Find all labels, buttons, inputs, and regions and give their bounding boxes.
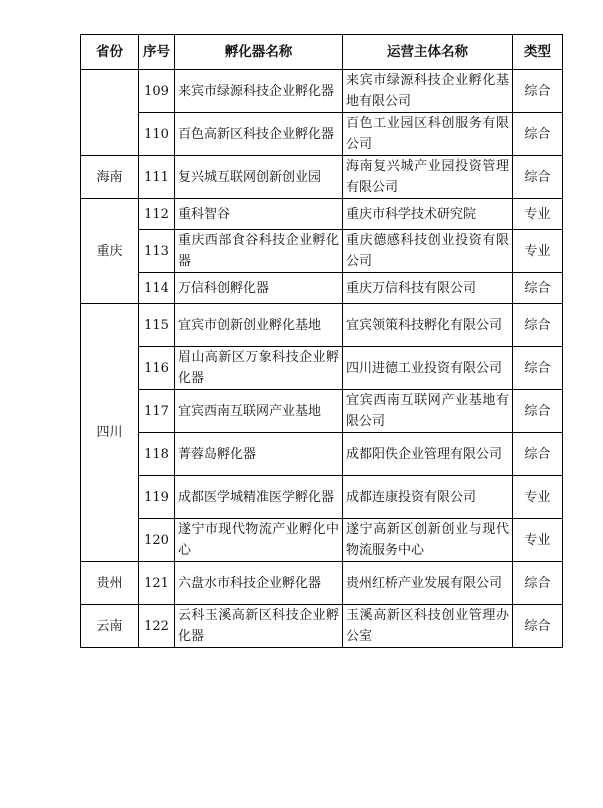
incubator-name-cell: 万信科创孵化器 (175, 273, 343, 304)
seq-cell: 115 (139, 304, 175, 347)
header-seq: 序号 (139, 35, 175, 70)
province-cell: 云南 (81, 605, 139, 648)
seq-cell: 114 (139, 273, 175, 304)
incubator-name-cell: 眉山高新区万象科技企业孵化器 (175, 347, 343, 390)
type-cell: 综合 (513, 562, 563, 605)
incubator-name-cell: 菁蓉岛孵化器 (175, 433, 343, 476)
operator-name-cell: 遂宁高新区创新创业与现代物流服务中心 (343, 519, 513, 562)
seq-cell: 113 (139, 230, 175, 273)
type-cell: 专业 (513, 519, 563, 562)
operator-name-cell: 四川进德工业投资有限公司 (343, 347, 513, 390)
province-cell: 贵州 (81, 562, 139, 605)
table-row (81, 562, 563, 605)
table-row (81, 433, 563, 476)
seq-cell: 116 (139, 347, 175, 390)
province-cell: 四川 (81, 304, 139, 562)
operator-name-cell: 宜宾西南互联网产业基地有限公司 (343, 390, 513, 433)
province-cell: 海南 (81, 156, 139, 199)
type-cell: 综合 (513, 304, 563, 347)
incubator-name-cell: 来宾市绿源科技企业孵化器 (175, 70, 343, 113)
seq-cell: 109 (139, 70, 175, 113)
province-cell (81, 70, 139, 156)
seq-cell: 121 (139, 562, 175, 605)
incubator-name-cell: 成都医学城精准医学孵化器 (175, 476, 343, 519)
header-type: 类型 (513, 35, 563, 70)
table-row (81, 476, 563, 519)
incubator-name-cell: 百色高新区科技企业孵化器 (175, 113, 343, 156)
table-row (81, 519, 563, 562)
seq-cell: 117 (139, 390, 175, 433)
operator-name-cell: 重庆万信科技有限公司 (343, 273, 513, 304)
type-cell: 综合 (513, 273, 563, 304)
table-row (81, 156, 563, 199)
type-cell: 综合 (513, 70, 563, 113)
incubator-name-cell: 遂宁市现代物流产业孵化中心 (175, 519, 343, 562)
table-header-row (81, 35, 563, 70)
header-province: 省份 (81, 35, 139, 70)
table-row (81, 113, 563, 156)
operator-name-cell: 成都阳佚企业管理有限公司 (343, 433, 513, 476)
incubator-name-cell: 六盘水市科技企业孵化器 (175, 562, 343, 605)
table-row (81, 347, 563, 390)
header-operator-name: 运营主体名称 (343, 35, 513, 70)
seq-cell: 110 (139, 113, 175, 156)
type-cell: 综合 (513, 433, 563, 476)
seq-cell: 118 (139, 433, 175, 476)
incubator-name-cell: 复兴城互联网创新创业园 (175, 156, 343, 199)
type-cell: 专业 (513, 476, 563, 519)
incubator-name-cell: 重科智谷 (175, 199, 343, 230)
type-cell: 综合 (513, 347, 563, 390)
incubator-name-cell: 云科玉溪高新区科技企业孵化器 (175, 605, 343, 648)
incubator-name-cell: 重庆西部食谷科技企业孵化器 (175, 230, 343, 273)
seq-cell: 120 (139, 519, 175, 562)
operator-name-cell: 玉溪高新区科技创业管理办公室 (343, 605, 513, 648)
operator-name-cell: 来宾市绿源科技企业孵化基地有限公司 (343, 70, 513, 113)
type-cell: 综合 (513, 156, 563, 199)
table-row (81, 605, 563, 648)
type-cell: 综合 (513, 605, 563, 648)
type-cell: 专业 (513, 199, 563, 230)
table-row (81, 304, 563, 347)
incubator-table (80, 34, 563, 648)
operator-name-cell: 成都连康投资有限公司 (343, 476, 513, 519)
operator-name-cell: 重庆市科学技术研究院 (343, 199, 513, 230)
table-row (81, 70, 563, 113)
header-incubator-name: 孵化器名称 (175, 35, 343, 70)
type-cell: 综合 (513, 113, 563, 156)
operator-name-cell: 海南复兴城产业园投资管理有限公司 (343, 156, 513, 199)
seq-cell: 119 (139, 476, 175, 519)
table-row (81, 390, 563, 433)
type-cell: 专业 (513, 230, 563, 273)
operator-name-cell: 百色工业园区科创服务有限公司 (343, 113, 513, 156)
operator-name-cell: 宜宾领策科技孵化有限公司 (343, 304, 513, 347)
table-row (81, 230, 563, 273)
incubator-name-cell: 宜宾市创新创业孵化基地 (175, 304, 343, 347)
operator-name-cell: 重庆德感科技创业投资有限公司 (343, 230, 513, 273)
seq-cell: 122 (139, 605, 175, 648)
table-row (81, 273, 563, 304)
table-row (81, 199, 563, 230)
seq-cell: 112 (139, 199, 175, 230)
incubator-name-cell: 宜宾西南互联网产业基地 (175, 390, 343, 433)
province-cell: 重庆 (81, 199, 139, 304)
type-cell: 综合 (513, 390, 563, 433)
seq-cell: 111 (139, 156, 175, 199)
operator-name-cell: 贵州红桥产业发展有限公司 (343, 562, 513, 605)
